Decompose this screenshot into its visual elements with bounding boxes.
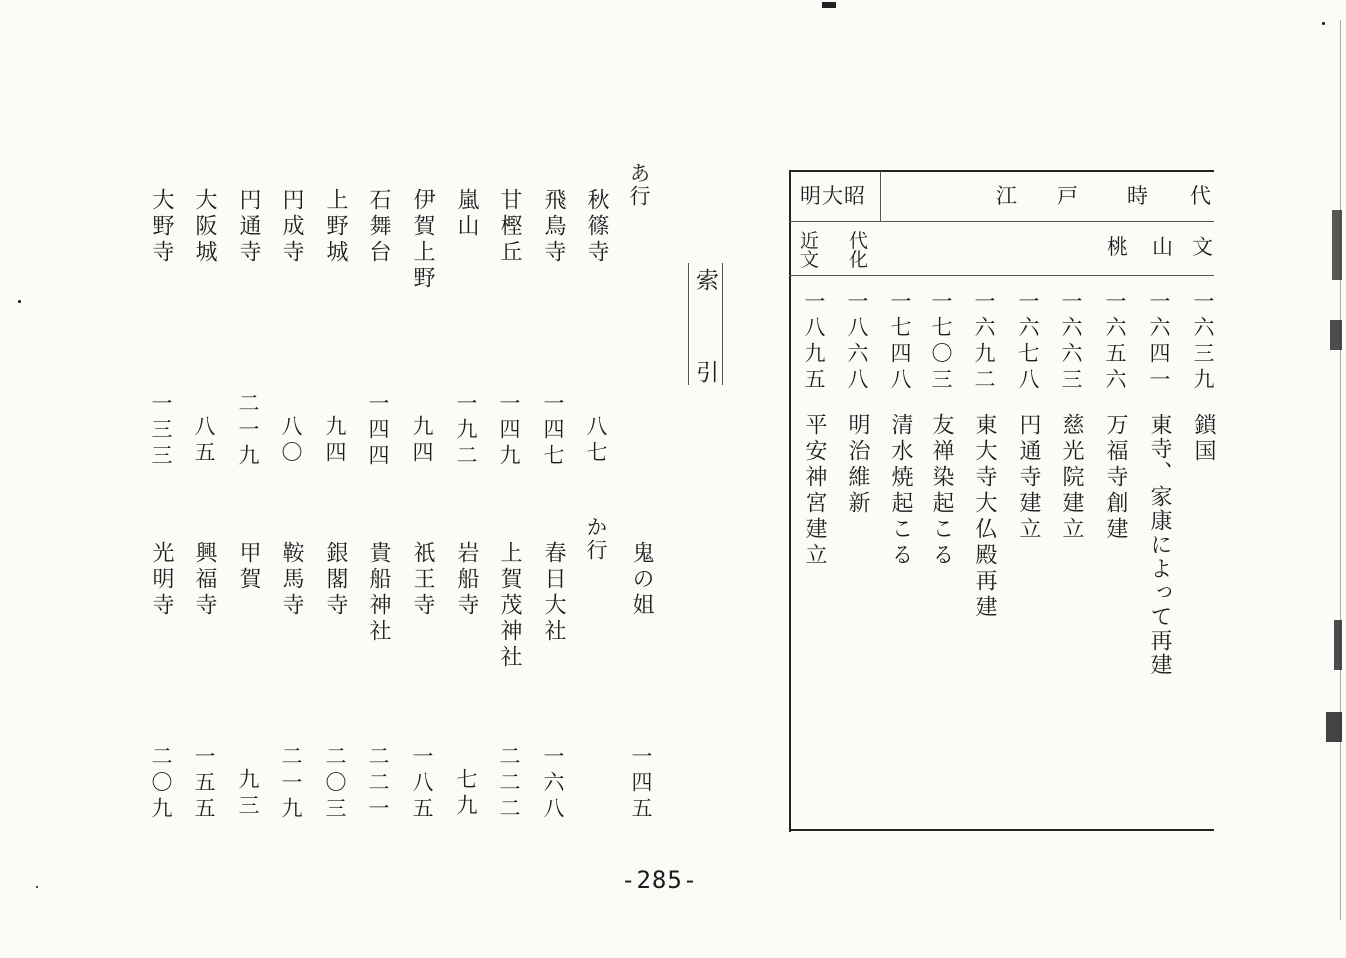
scan-speck (36, 886, 38, 888)
timeline-year: 一六七八 (1016, 290, 1040, 394)
era-header-edo-1: 江 (996, 184, 1017, 208)
index-entry-name: 円成寺 (279, 188, 304, 266)
index-entry-page: 八五 (192, 415, 216, 467)
title-rule-right (722, 263, 723, 385)
era-header-top: 明大昭 (800, 184, 866, 208)
index-entry-page: 一九二 (454, 392, 478, 470)
index-entry-name: 伊賀上野 (410, 188, 435, 292)
index-entry-page: 二二一 (366, 745, 390, 823)
timeline-year: 一六九二 (972, 290, 996, 394)
index-entry-page: 八〇 (279, 415, 303, 467)
era-header-edo-3: 時 (1127, 184, 1148, 208)
timeline-year: 一六三九 (1191, 290, 1215, 394)
index-entry-name: 飛鳥寺 (541, 188, 566, 266)
period-header-momoyama-1: 桃 (1107, 235, 1128, 259)
timeline-year: 一八六八 (845, 290, 869, 394)
timeline-event: 友禅染起こる (929, 413, 954, 569)
table-header-divider (880, 171, 881, 221)
timeline-event: 清水焼起こる (888, 413, 913, 569)
scan-speck (1322, 22, 1325, 25)
table-left-border (789, 170, 791, 832)
table-divider-2 (789, 275, 1214, 276)
timeline-event: 明治維新 (845, 413, 870, 517)
timeline-year: 一八九五 (802, 290, 826, 394)
index-entry-page: 二〇九 (149, 745, 173, 823)
index-entry-page: 一五五 (192, 745, 216, 823)
index-entry-name: 甘樫丘 (497, 188, 522, 266)
scan-edge-line (1340, 20, 1341, 920)
index-entry-page: 一四七 (541, 392, 565, 470)
period-header-kindai: 近文 (800, 230, 821, 271)
page-number: -285- (621, 866, 699, 894)
index-entry-page: 一四四 (366, 392, 390, 470)
index-entry-page: 二〇三 (323, 745, 347, 823)
index-entry-page: 一四九 (497, 392, 521, 470)
timeline-year: 一六五六 (1103, 290, 1127, 394)
index-entry-name: 春日大社 (541, 541, 566, 645)
ka-row-label: か行 (584, 516, 608, 562)
index-entry-name: 銀閣寺 (323, 541, 348, 619)
timeline-event: 慈光院建立 (1059, 413, 1084, 543)
index-entry-name: 光明寺 (149, 541, 174, 619)
index-entry-name: 秋篠寺 (584, 188, 609, 266)
index-entry-page: 一六八 (541, 745, 565, 823)
index-entry-page: 九三 (236, 768, 260, 820)
index-entry-name: 祇王寺 (410, 541, 435, 619)
index-title-char-1: 索 (692, 268, 718, 294)
timeline-year: 一七〇三 (929, 290, 953, 394)
period-header-momoyama-2: 山 (1152, 235, 1173, 259)
index-entry-page: 九四 (323, 415, 347, 467)
period-header-momoyama-3: 文 (1192, 235, 1213, 259)
index-entry-page: 七九 (454, 768, 478, 820)
index-entry-page: 一三三 (149, 392, 173, 470)
index-entry-name: 円通寺 (236, 188, 261, 266)
timeline-event: 万福寺創建 (1103, 413, 1128, 543)
index-entry-page: 一四五 (629, 745, 653, 823)
era-header-edo-4: 代 (1190, 184, 1211, 208)
index-entry-page: 八七 (584, 415, 608, 467)
index-entry-page: 二一九 (236, 392, 260, 470)
table-bottom-border (789, 829, 1214, 831)
timeline-year: 一七四八 (888, 290, 912, 394)
index-entry-name: 大阪城 (192, 188, 217, 266)
index-entry-page: 二一九 (279, 745, 303, 823)
index-entry-name: 貴船神社 (366, 541, 391, 645)
timeline-year: 一六六三 (1059, 290, 1083, 394)
index-entry-name: 岩船寺 (454, 541, 479, 619)
scan-speck (18, 300, 21, 303)
timeline-event: 鎖国 (1191, 413, 1216, 465)
index-entry-name: 鞍馬寺 (279, 541, 304, 619)
table-top-border (789, 170, 1214, 172)
timeline-event: 東大寺大仏殿再建 (972, 413, 997, 621)
a-row-label: あ行 (627, 162, 651, 208)
index-entry-name: 興福寺 (192, 541, 217, 619)
timeline-year: 一六四一 (1147, 290, 1171, 394)
index-entry-name: 上賀茂神社 (497, 541, 522, 671)
title-rule-left (688, 263, 689, 385)
scan-mark-top (822, 2, 836, 8)
index-entry-name: 大野寺 (149, 188, 174, 266)
timeline-event: 東寺、家康によって再建 (1147, 413, 1172, 677)
index-entry-name: 甲賀 (236, 541, 261, 593)
index-entry-page: 九四 (410, 415, 434, 467)
index-title-char-2: 引 (692, 360, 718, 386)
timeline-event: 平安神宮建立 (802, 413, 827, 569)
index-entry-name: 石舞台 (366, 188, 391, 266)
table-divider-1 (789, 221, 1214, 222)
period-header-bunka: 代化 (849, 230, 870, 271)
index-entry-page: 一八五 (410, 745, 434, 823)
timeline-event: 円通寺建立 (1016, 413, 1041, 543)
era-header-edo-2: 戸 (1057, 184, 1078, 208)
index-entry-name: 嵐山 (454, 188, 479, 240)
index-entry-name: 鬼の姐 (629, 541, 654, 619)
index-entry-page: 二二二 (497, 745, 521, 823)
index-entry-name: 上野城 (323, 188, 348, 266)
